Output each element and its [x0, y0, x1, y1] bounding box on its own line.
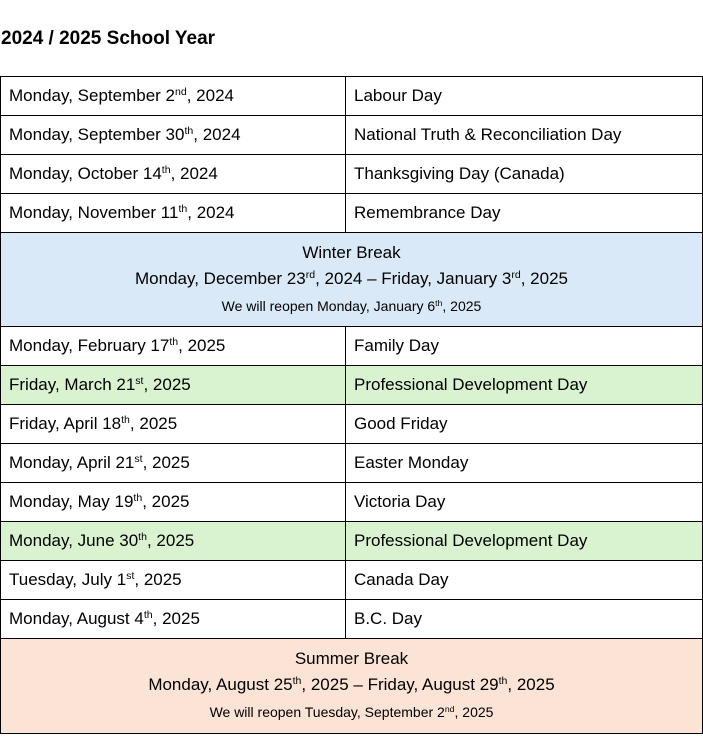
text-part: We will reopen Monday, January 6: [221, 297, 436, 314]
year-text: , 2025: [143, 375, 191, 394]
holiday-row: [1, 405, 703, 444]
ordinal-suffix: th: [161, 164, 171, 177]
event-cell: Labour Day: [346, 77, 703, 116]
year-text: , 2024: [186, 86, 234, 105]
break-name: Summer Break: [294, 649, 409, 668]
date-text: Monday, May 19: [9, 492, 134, 511]
event-cell: Victoria Day: [346, 483, 703, 522]
text-part: , 2025: [507, 675, 555, 694]
date-text: Monday, August 4: [9, 609, 144, 628]
ordinal-suffix: th: [133, 492, 143, 505]
event-cell: Easter Monday: [346, 444, 703, 483]
date-text: Tuesday, July 1: [9, 570, 127, 589]
year-text: , 2024: [193, 125, 241, 144]
holiday-row: [1, 600, 703, 639]
ordinal-suffix: th: [178, 203, 188, 216]
ordinal-suffix: th: [292, 675, 302, 688]
ordinal-suffix: rd: [511, 268, 521, 281]
holiday-row: [1, 561, 703, 600]
event-cell: National Truth & Reconciliation Day: [346, 116, 703, 155]
date-cell: [1, 116, 346, 155]
text-part: We will reopen Tuesday, September 2: [209, 704, 445, 720]
reopen-note: [1, 294, 702, 318]
event-cell: Professional Development Day: [346, 522, 703, 561]
date-text: Monday, September 30: [9, 125, 185, 144]
date-cell: [1, 561, 346, 600]
pd-day-row: [1, 522, 703, 561]
text-part: , 2025 – Friday, August 29: [301, 675, 499, 694]
holiday-row: [1, 327, 703, 366]
text-part: , 2025: [520, 268, 568, 288]
reopen-note: [1, 700, 702, 724]
break-date-range: [1, 670, 702, 700]
ordinal-suffix: th: [498, 675, 508, 688]
ordinal-suffix: nd: [175, 86, 187, 99]
text-part: , 2025: [454, 704, 494, 720]
event-cell: Canada Day: [346, 561, 703, 600]
holiday-row: [1, 116, 703, 155]
event-cell: Family Day: [346, 327, 703, 366]
holiday-row: [1, 77, 703, 116]
ordinal-suffix: st: [135, 375, 144, 388]
date-text: Monday, June 30: [9, 531, 139, 550]
winter-break-row: [1, 233, 703, 327]
ordinal-suffix: th: [121, 414, 130, 427]
date-cell: [1, 155, 346, 194]
date-cell: [1, 366, 346, 405]
date-cell: [1, 77, 346, 116]
ordinal-suffix: th: [184, 125, 194, 138]
date-text: Friday, April 18: [9, 414, 122, 433]
date-cell: [1, 327, 346, 366]
calendar-table-body: [1, 77, 703, 734]
pd-day-row: [1, 366, 703, 405]
holiday-row: [1, 483, 703, 522]
ordinal-suffix: st: [126, 570, 135, 583]
date-cell: [1, 444, 346, 483]
holiday-row: [1, 444, 703, 483]
break-cell: [1, 233, 703, 327]
date-cell: [1, 600, 346, 639]
date-text: Monday, October 14: [9, 164, 162, 183]
break-cell: [1, 639, 703, 734]
event-cell: Professional Development Day: [346, 366, 703, 405]
holiday-row: [1, 155, 703, 194]
year-text: , 2025: [146, 531, 195, 550]
ordinal-suffix: nd: [444, 704, 455, 715]
holiday-row: [1, 194, 703, 233]
date-text: Monday, November 11: [9, 203, 179, 222]
date-cell: [1, 483, 346, 522]
ordinal-suffix: th: [138, 531, 147, 544]
year-text: , 2025: [142, 492, 190, 511]
event-cell: Thanksgiving Day (Canada): [346, 155, 703, 194]
event-cell: Remembrance Day: [346, 194, 703, 233]
date-text: Monday, February 17: [9, 336, 170, 355]
year-text: , 2025: [142, 453, 190, 472]
ordinal-suffix: th: [435, 297, 443, 308]
ordinal-suffix: rd: [305, 268, 316, 281]
text-part: , 2024 – Friday, January 3: [315, 268, 512, 288]
break-name: Winter Break: [302, 242, 401, 262]
summer-break-row: [1, 639, 703, 734]
text-part: Monday, December 23: [135, 268, 306, 288]
date-cell: [1, 405, 346, 444]
date-text: Monday, September 2: [9, 86, 175, 105]
text-part: , 2025: [442, 297, 482, 314]
ordinal-suffix: th: [143, 609, 153, 622]
date-cell: [1, 194, 346, 233]
year-text: , 2025: [152, 609, 200, 628]
date-text: Monday, April 21: [9, 453, 135, 472]
event-cell: B.C. Day: [346, 600, 703, 639]
ordinal-suffix: th: [169, 336, 179, 349]
text-part: Monday, August 25: [148, 675, 293, 694]
event-cell: Good Friday: [346, 405, 703, 444]
year-text: , 2025: [134, 570, 182, 589]
year-text: , 2025: [129, 414, 178, 433]
date-text: Friday, March 21: [9, 375, 136, 394]
ordinal-suffix: st: [134, 453, 143, 466]
date-cell: [1, 522, 346, 561]
year-text: , 2025: [178, 336, 226, 355]
school-year-calendar-table: [0, 76, 703, 734]
break-date-range: [1, 264, 702, 294]
page-title: 2024 / 2025 School Year: [1, 28, 216, 49]
year-text: , 2024: [187, 203, 235, 222]
year-text: , 2024: [170, 164, 218, 183]
